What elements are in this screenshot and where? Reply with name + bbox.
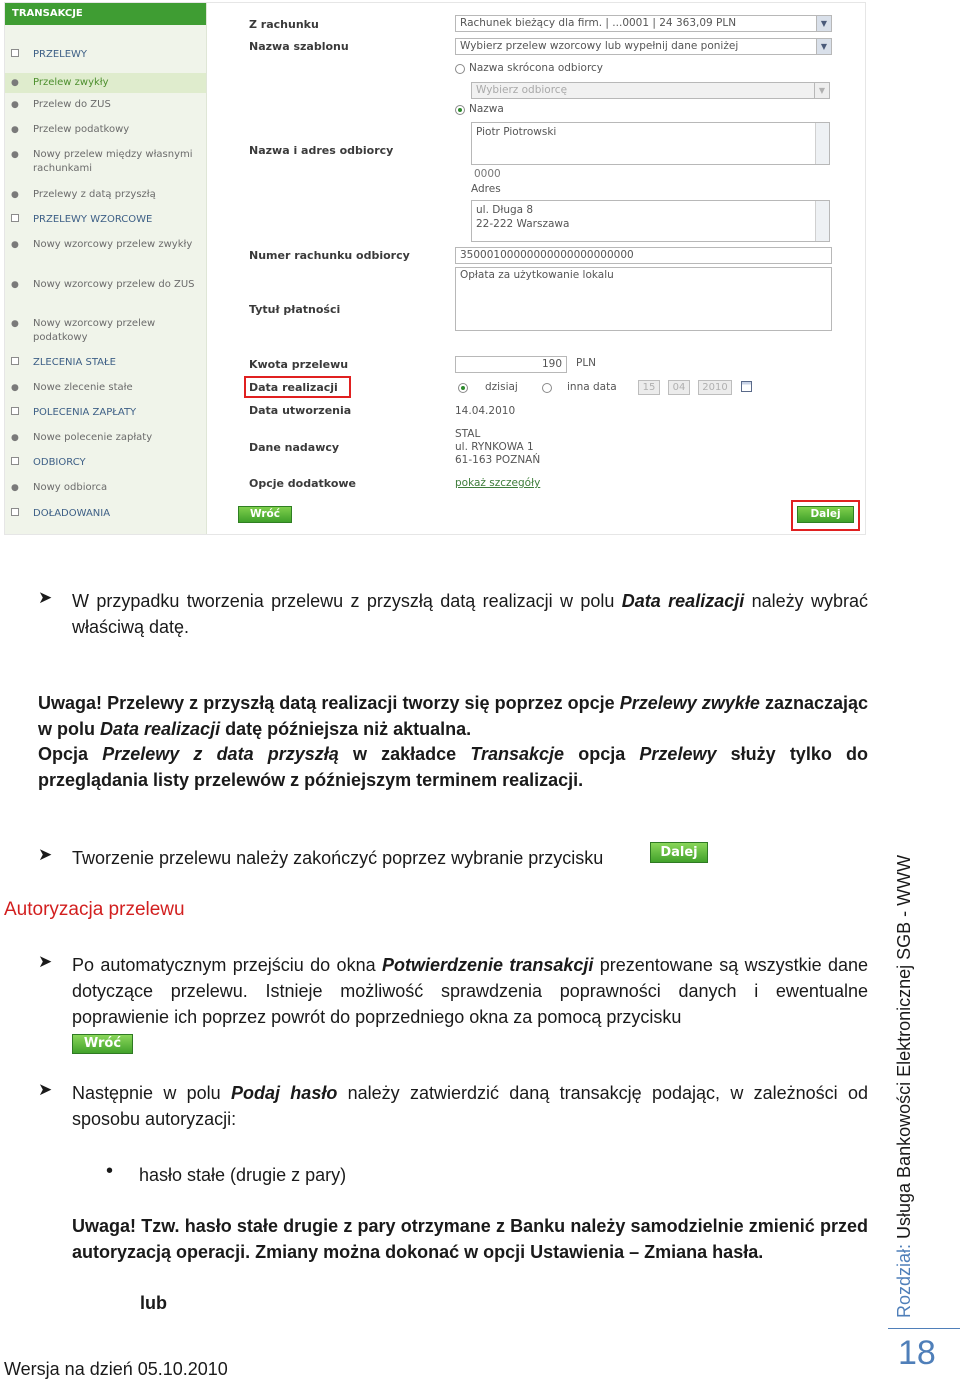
today-label: dzisiaj <box>485 381 518 393</box>
from-account-label: Z rachunku <box>249 18 319 31</box>
bullet-dot-icon: ● <box>11 100 19 110</box>
next-button[interactable]: Dalej <box>797 506 854 523</box>
created-value: 14.04.2010 <box>455 405 516 417</box>
name-scrollbar[interactable] <box>815 123 829 164</box>
bullet-finish-transfer: Tworzenie przelewu należy zakończyć poprzez wybranie przycisku <box>72 848 604 868</box>
note-change-password: Uwaga! Tzw. hasło stałe drugie z pary otrzymane z Banku należy samodzielnie zmienić przed autoryzacją operacji. Zmiany można dokonać w opcji Ustawienia – Zmiana hasła. <box>72 1216 868 1262</box>
sidebar-item-label: ZLECENIA STAŁE <box>33 357 116 368</box>
sidebar-item[interactable] <box>5 48 206 64</box>
sidebar-item-label: Nowy przelew między własnymi rachunkami <box>33 149 193 174</box>
inline-back-button: Wróć <box>72 1034 133 1054</box>
amount-label: Kwota przelewu <box>249 358 349 371</box>
sidebar-item-label: Nowy wzorcowy przelew podatkowy <box>33 318 156 343</box>
chapter-prefix: Rozdział: <box>894 1238 914 1318</box>
sidebar-item[interactable] <box>5 123 206 139</box>
sidebar-item[interactable] <box>5 481 206 497</box>
bullet-dot-icon: ● <box>11 125 19 135</box>
sidebar-item-label: Nowy odbiorca <box>33 482 108 493</box>
chevron-down-icon: ▼ <box>816 39 831 54</box>
name-textarea[interactable] <box>471 122 830 165</box>
other-date-label: inna data <box>567 381 617 393</box>
sidebar-item[interactable] <box>5 188 206 204</box>
note2-em-2: Transakcje <box>470 744 565 764</box>
title-textarea[interactable] <box>455 267 832 331</box>
sidebar-item-label: PRZELEWY WZORCOWE <box>33 214 153 225</box>
short-name-radio-label: Nazwa skrócona odbiorcy <box>469 62 604 74</box>
date-month-input[interactable]: 04 <box>668 380 690 395</box>
bullet-confirmation-window <box>72 952 868 1030</box>
sidebar-item[interactable] <box>5 98 206 114</box>
version-footer: Wersja na dzień 05.10.2010 <box>4 1359 228 1379</box>
template-value: Wybierz przelew wzorcowy lub wypełnij dane poniżej <box>460 40 739 52</box>
sidebar-item-label: Nowy wzorcowy przelew do ZUS <box>33 279 195 290</box>
bullet3-text-pre: Po automatycznym przejściu do okna <box>72 955 382 975</box>
recipient-label: Nazwa i adres odbiorcy <box>249 144 394 157</box>
date-year-input[interactable]: 2010 <box>698 380 732 395</box>
bullet1-emphasis: Data realizacji <box>621 591 745 611</box>
note2-em-1: Przelewy z data przyszłą <box>102 744 339 764</box>
note2-em-3: Przelewy <box>639 744 717 764</box>
note1-em-1: Przelewy zwykłe <box>619 693 760 713</box>
from-account-select[interactable] <box>455 15 832 32</box>
note2-text-3: opcja <box>564 744 640 764</box>
sidebar-item[interactable] <box>5 381 206 397</box>
note2-text-2: w zakładce <box>338 744 471 764</box>
short-name-select-value: Wybierz odbiorcę <box>476 84 568 96</box>
folder-square-icon <box>11 507 19 521</box>
sub-bullet-static-password: hasło stałe (drugie z pary) <box>139 1165 347 1185</box>
address-scrollbar[interactable] <box>815 201 829 241</box>
calendar-icon[interactable] <box>741 381 752 392</box>
exec-date-highlight <box>244 376 351 398</box>
note1-text-3: datę późniejsza niż aktualna. <box>220 719 472 739</box>
from-account-value: Rachunek bieżący dla firm. | ...0001 | 24 363,09 PLN <box>460 17 737 29</box>
section-heading: Autoryzacja przelewu <box>4 899 185 920</box>
chapter-side-label <box>890 818 918 1318</box>
bullet4-emphasis: Podaj hasło <box>231 1083 338 1103</box>
note1-text-2: zaznaczając w polu <box>38 693 869 739</box>
sidebar-item-label: Nowe zlecenie stałe <box>33 382 133 393</box>
bullet-password-field <box>72 1080 868 1132</box>
bullet4-text-post: należy zatwierdzić daną transakcję podając, w zależności od sposobu autoryzacji: <box>72 1083 868 1129</box>
exec-date-label: Data realizacji <box>249 381 338 394</box>
bullet-dot-icon: ● <box>11 483 19 493</box>
address-textarea[interactable] <box>471 200 830 242</box>
note-future-transfers <box>38 690 868 742</box>
bullet-dot-icon: ● <box>11 240 19 250</box>
sidebar-item-label: Przelew do ZUS <box>33 99 111 110</box>
transactions-sidebar <box>5 3 207 534</box>
amount-value: 190 <box>541 358 562 370</box>
template-label: Nazwa szablonu <box>249 40 349 53</box>
options-label: Opcje dodatkowe <box>249 477 356 490</box>
sidebar-item[interactable] <box>5 431 206 447</box>
address-line-1: ul. Długa 8 <box>476 204 534 216</box>
sidebar-item-label: Nowy wzorcowy przelew zwykły <box>33 239 193 250</box>
folder-square-icon <box>11 456 19 470</box>
today-radio[interactable] <box>458 383 468 393</box>
note-future-list-option <box>38 741 868 793</box>
bullet-arrow-icon: ➤ <box>38 588 53 608</box>
bullet-dot-icon: ● <box>11 383 19 393</box>
sidebar-item[interactable] <box>5 317 206 343</box>
sidebar-item[interactable] <box>5 278 206 294</box>
address-label: Adres <box>471 183 501 195</box>
sidebar-item[interactable] <box>5 507 206 523</box>
folder-square-icon <box>11 406 19 420</box>
created-label: Data utworzenia <box>249 404 352 417</box>
template-select[interactable] <box>455 38 832 55</box>
name-radio[interactable] <box>455 105 465 115</box>
sidebar-item-label: Przelewy z datą przyszłą <box>33 189 156 200</box>
sidebar-item[interactable] <box>5 238 206 254</box>
bullet-dot-icon: ● <box>11 190 19 200</box>
bullet-dot-icon: ● <box>11 150 19 160</box>
payer-line-1: STAL <box>455 428 481 440</box>
sidebar-item-label: PRZELEWY <box>33 49 88 60</box>
account-number-value: 35000100000000000000000000 <box>460 249 634 261</box>
other-date-radio[interactable] <box>542 383 552 393</box>
folder-square-icon <box>11 213 19 227</box>
sidebar-item[interactable] <box>5 213 206 229</box>
account-number-input[interactable] <box>455 247 832 264</box>
bullet-arrow-icon: ➤ <box>38 1080 53 1100</box>
date-day-input[interactable]: 15 <box>638 380 660 395</box>
sidebar-item-label: Przelew podatkowy <box>33 124 130 135</box>
bullet-dot-icon: ● <box>11 319 19 329</box>
sidebar-item-label: Nowe polecenie zapłaty <box>33 432 153 443</box>
note1-em-2: Data realizacji <box>100 719 221 739</box>
show-details-link[interactable]: pokaż szczegóły <box>455 477 541 489</box>
bullet1-text-pre: W przypadku tworzenia przelewu z przyszłą datą realizacji w polu <box>72 591 622 611</box>
title-value: Opłata za użytkowanie lokalu <box>460 269 614 281</box>
page-number: 18 <box>898 1334 936 1372</box>
inline-next-button: Dalej <box>650 842 708 863</box>
folder-square-icon <box>11 48 19 62</box>
back-button[interactable]: Wróć <box>238 506 292 523</box>
payer-label: Dane nadawcy <box>249 441 340 454</box>
folder-square-icon <box>11 356 19 370</box>
note2-text-1: Opcja <box>38 744 103 764</box>
chevron-down-icon: ▼ <box>816 16 831 31</box>
name-radio-label: Nazwa <box>469 103 504 115</box>
chapter-title: Usługa Bankowości Elektronicznej SGB - WWW <box>894 854 914 1239</box>
address-line-2: 22-222 Warszawa <box>476 218 570 230</box>
sidebar-item[interactable] <box>5 406 206 422</box>
bullet3-text-post: prezentowane są wszystkie dane dotyczące przelewu. Istnieje możliwość sprawdzenia poprawności danych i ewentualne poprawienie ich poprzez powrót do poprzedniego okna za pomocą przycisku <box>72 955 868 1027</box>
sidebar-item[interactable] <box>5 456 206 472</box>
bullet-future-date <box>72 588 868 640</box>
sidebar-item-label: ODBIORCY <box>33 457 86 468</box>
short-name-radio[interactable] <box>455 64 465 74</box>
payer-block <box>455 428 540 467</box>
payer-line-3: 61-163 POZNAŃ <box>455 454 541 466</box>
bullet4-text-pre: Następnie w polu <box>72 1083 231 1103</box>
note2-text-4: służy tylko do przeglądania listy przelewów z późniejszym terminem realizacji. <box>38 744 868 790</box>
bullet3-emphasis: Potwierdzenie transakcji <box>381 955 594 975</box>
bullet1-text-post: należy wybrać właściwą datę. <box>72 591 868 637</box>
chevron-down-icon: ▼ <box>814 83 829 98</box>
sub-bullet-dot-icon: • <box>106 1160 114 1182</box>
amount-input[interactable] <box>455 356 567 373</box>
bullet-arrow-icon: ➤ <box>38 952 53 972</box>
sidebar-item[interactable] <box>5 73 206 93</box>
name-value: Piotr Piotrowski <box>476 126 557 138</box>
sidebar-header: TRANSAKCJE <box>5 3 206 25</box>
or-label: lub <box>140 1293 167 1313</box>
bullet-dot-icon: ● <box>11 78 19 88</box>
bullet-dot-icon: ● <box>11 280 19 290</box>
note1-text-1: Uwaga! Przelewy z przyszłą datą realizacji tworzy się poprzez opcje <box>38 693 620 713</box>
sidebar-item-label: POLECENIA ZAPŁATY <box>33 407 137 418</box>
bullet-arrow-icon: ➤ <box>38 845 53 865</box>
sidebar-item-label: Przelew zwykły <box>33 77 109 88</box>
page-number-rule <box>888 1328 960 1329</box>
sidebar-item[interactable] <box>5 356 206 372</box>
transfer-form-screenshot <box>4 2 866 535</box>
payer-line-2: ul. RYNKOWA 1 <box>455 441 534 453</box>
sidebar-item-label: DOŁADOWANIA <box>33 508 111 519</box>
short-name-select[interactable] <box>471 82 830 99</box>
name-counter: 0000 <box>474 168 501 180</box>
sidebar-item[interactable] <box>5 148 206 174</box>
title-label: Tytuł płatności <box>249 303 341 316</box>
bullet-dot-icon: ● <box>11 433 19 443</box>
currency-label: PLN <box>576 357 597 369</box>
account-number-label: Numer rachunku odbiorcy <box>249 249 410 262</box>
